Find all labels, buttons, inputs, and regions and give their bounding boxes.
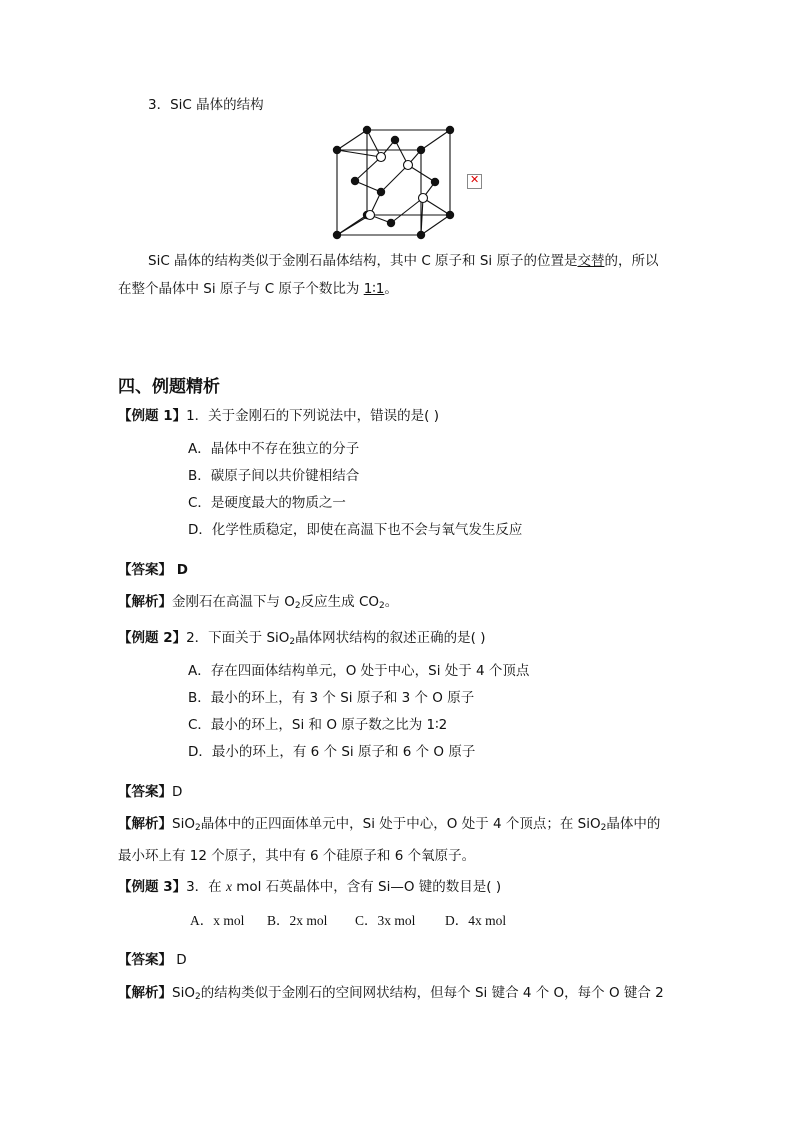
example-tag: 【例题 1】 xyxy=(118,408,187,424)
text: 。 xyxy=(384,281,398,297)
example-1-question xyxy=(118,407,439,425)
section-title: 四、例题精析 xyxy=(118,377,220,397)
option: C．是硬度最大的物质之一 xyxy=(188,495,346,511)
example-1-answer xyxy=(118,561,188,579)
text: 。 xyxy=(384,594,399,610)
broken-image-icon: ✕ xyxy=(467,174,482,189)
section-heading: 3．SiC 晶体的结构 xyxy=(148,97,264,113)
text: SiC 晶体的结构类似于金刚石晶体结构，其中 C 原子和 Si 原子的位置是 xyxy=(148,253,578,269)
analysis-tag: 【解析】 xyxy=(118,816,172,832)
subscript: 2 xyxy=(379,601,385,611)
option: D．最小的环上，有 6 个 Si 原子和 6 个 O 原子 xyxy=(188,744,476,760)
text: 晶体中的正四面体单元中，Si 处于中心，O 处于 4 个顶点；在 SiO xyxy=(200,816,601,832)
text: 晶体中的 xyxy=(606,816,661,832)
option: A．存在四面体结构单元，O 处于中心，Si 处于 4 个顶点 xyxy=(188,663,530,679)
example-3-analysis xyxy=(118,984,664,1002)
option: C．3x mol xyxy=(355,913,416,928)
option: B．碳原子间以共价键相结合 xyxy=(188,468,360,484)
subscript: 2 xyxy=(194,992,201,1002)
option: D．4x mol xyxy=(445,913,507,928)
underlined-term: 交替 xyxy=(577,253,605,269)
text: 的结构类似于金刚石的空间网状结构，但每个 Si 键合 4 个 O，每个 O 键合 2 xyxy=(200,985,664,1001)
example-3-answer xyxy=(118,951,187,969)
text: SiO xyxy=(172,985,195,1001)
text: 的，所以 xyxy=(604,253,659,269)
underlined-ratio: 1∶1 xyxy=(363,281,385,297)
option: A．晶体中不存在独立的分子 xyxy=(188,441,360,457)
example-3-question xyxy=(118,878,501,896)
option: A．x mol xyxy=(190,913,245,928)
example-tag: 【例题 3】 xyxy=(118,879,187,895)
text: 2．下面关于 SiO xyxy=(186,630,290,646)
analysis-tag: 【解析】 xyxy=(118,594,172,610)
subscript: 2 xyxy=(600,823,607,833)
variable-x: x xyxy=(225,879,232,894)
text: 晶体网状结构的叙述正确的是( ) xyxy=(295,630,486,646)
analysis-tag: 【解析】 xyxy=(118,985,172,1001)
example-1-analysis xyxy=(118,593,398,611)
subscript: 2 xyxy=(289,637,296,647)
answer-value: D xyxy=(172,952,187,968)
answer-value: D xyxy=(172,562,188,578)
cube-back-face xyxy=(367,130,450,215)
text: 金刚石在高温下与 O xyxy=(172,594,295,610)
answer-tag: 【答案】 xyxy=(118,562,172,578)
option: B．最小的环上，有 3 个 Si 原子和 3 个 O 原子 xyxy=(188,690,475,706)
sic-paragraph-line1 xyxy=(148,252,658,270)
answer-tag: 【答案】 xyxy=(118,952,172,968)
text: 3．在 xyxy=(186,879,226,895)
answer-value: D xyxy=(172,784,183,800)
subscript: 2 xyxy=(294,601,301,611)
example-tag: 【例题 2】 xyxy=(118,630,187,646)
question-text: 1．关于金刚石的下列说法中，错误的是( ) xyxy=(186,408,440,424)
option: C．最小的环上，Si 和 O 原子数之比为 1∶2 xyxy=(188,717,448,733)
answer-tag: 【答案】 xyxy=(118,784,172,800)
text: SiO xyxy=(172,816,195,832)
example-2-analysis-line1 xyxy=(118,815,660,833)
example-2-analysis-line2: 最小环上有 12 个原子，其中有 6 个硅原子和 6 个氧原子。 xyxy=(118,848,476,864)
option: D．化学性质稳定，即使在高温下也不会与氧气发生反应 xyxy=(188,522,523,538)
example-2-answer xyxy=(118,783,182,801)
sic-paragraph-line2 xyxy=(118,280,398,298)
subscript: 2 xyxy=(194,823,201,833)
sic-crystal-figure xyxy=(325,120,465,245)
text: 在整个晶体中 Si 原子与 C 原子个数比为 xyxy=(118,281,364,297)
option: B．2x mol xyxy=(267,913,328,928)
text: 反应生成 CO xyxy=(300,594,379,610)
text: mol 石英晶体中，含有 Si—O 键的数目是( ) xyxy=(231,879,502,895)
example-2-question xyxy=(118,629,485,647)
